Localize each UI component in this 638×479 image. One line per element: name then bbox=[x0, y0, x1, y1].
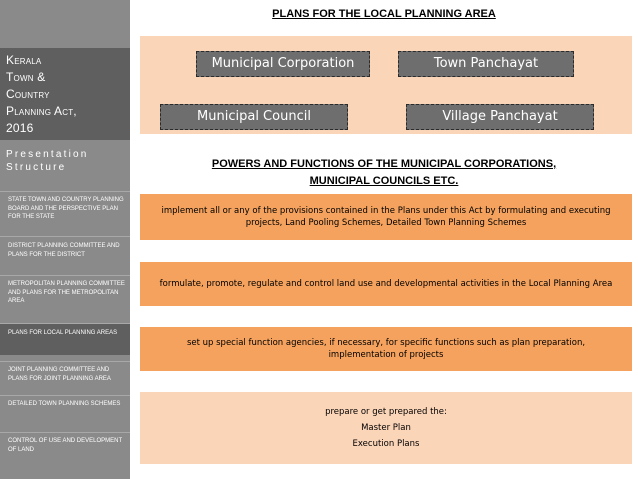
sidebar-item-district-planning[interactable]: DISTRICT PLANNING COMMITTEE AND PLANS FOR THE DISTRICT bbox=[0, 236, 130, 266]
local-body-municipal-council: Municipal Council bbox=[160, 104, 348, 130]
function-text: prepare or get prepared the: bbox=[325, 407, 447, 417]
local-bodies-panel bbox=[140, 36, 632, 134]
local-body-village-panchayat: Village Panchayat bbox=[406, 104, 594, 130]
function-text: implement all or any of the provisions contained in the Plans under this Act by formulating and executing bbox=[161, 206, 611, 216]
sidebar bbox=[0, 0, 130, 479]
function-box-implement bbox=[140, 194, 632, 240]
sidebar-item-town-planning-schemes[interactable]: DETAILED TOWN PLANNING SCHEMES bbox=[0, 395, 130, 425]
sidebar-item-metropolitan-planning[interactable]: METROPOLITAN PLANNING COMMITTEE AND PLANS FOR THE METROPOLITAN AREA bbox=[0, 275, 130, 315]
function-text: set up special function agencies, if necessary, for specific functions such as plan preparation, bbox=[186, 338, 586, 348]
title-line: Town & bbox=[6, 70, 46, 84]
function-text: Master Plan bbox=[361, 423, 411, 433]
title-line: Country bbox=[6, 87, 50, 101]
title-line: Planning Act, bbox=[6, 104, 77, 118]
presentation-structure-label bbox=[6, 148, 126, 174]
function-text: formulate, promote, regulate and control land use and developmental activities in the Local Planning Area bbox=[159, 279, 613, 289]
presentation-title bbox=[0, 48, 130, 140]
subtitle-line: Structure bbox=[6, 162, 67, 173]
function-box-prepare-plans bbox=[140, 392, 632, 464]
subtitle-line: Presentation bbox=[6, 149, 89, 160]
function-text: implementation of projects bbox=[328, 350, 444, 360]
section-heading bbox=[130, 156, 638, 190]
function-text: projects, Land Pooling Schemes, Detailed Town Planning Schemes bbox=[245, 218, 527, 228]
local-body-town-panchayat: Town Panchayat bbox=[398, 51, 574, 77]
section-heading-line: POWERS AND FUNCTIONS OF THE MUNICIPAL CORPORATIONS, bbox=[211, 158, 557, 170]
function-box-special-agencies bbox=[140, 327, 632, 371]
local-body-municipal-corporation: Municipal Corporation bbox=[196, 51, 370, 77]
sidebar-item-land-use-control[interactable]: CONTROL OF USE AND DEVELOPMENT OF LAND bbox=[0, 432, 130, 472]
sidebar-item-local-planning[interactable]: PLANS FOR LOCAL PLANNING AREAS bbox=[0, 323, 130, 355]
function-box-formulate bbox=[140, 262, 632, 306]
section-heading-line: MUNICIPAL COUNCILS ETC. bbox=[309, 175, 459, 187]
title-line: Kerala bbox=[6, 53, 42, 67]
function-text: Execution Plans bbox=[352, 439, 420, 449]
page-title: PLANS FOR THE LOCAL PLANNING AREA bbox=[272, 8, 496, 20]
title-line: 2016 bbox=[6, 121, 34, 135]
sidebar-item-joint-planning[interactable]: JOINT PLANNING COMMITTEE AND PLANS FOR JOINT PLANNING AREA bbox=[0, 361, 130, 391]
sidebar-item-state-board[interactable]: STATE TOWN AND COUNTRY PLANNING BOARD AND THE PERSPECTIVE PLAN FOR THE STATE bbox=[0, 191, 130, 233]
